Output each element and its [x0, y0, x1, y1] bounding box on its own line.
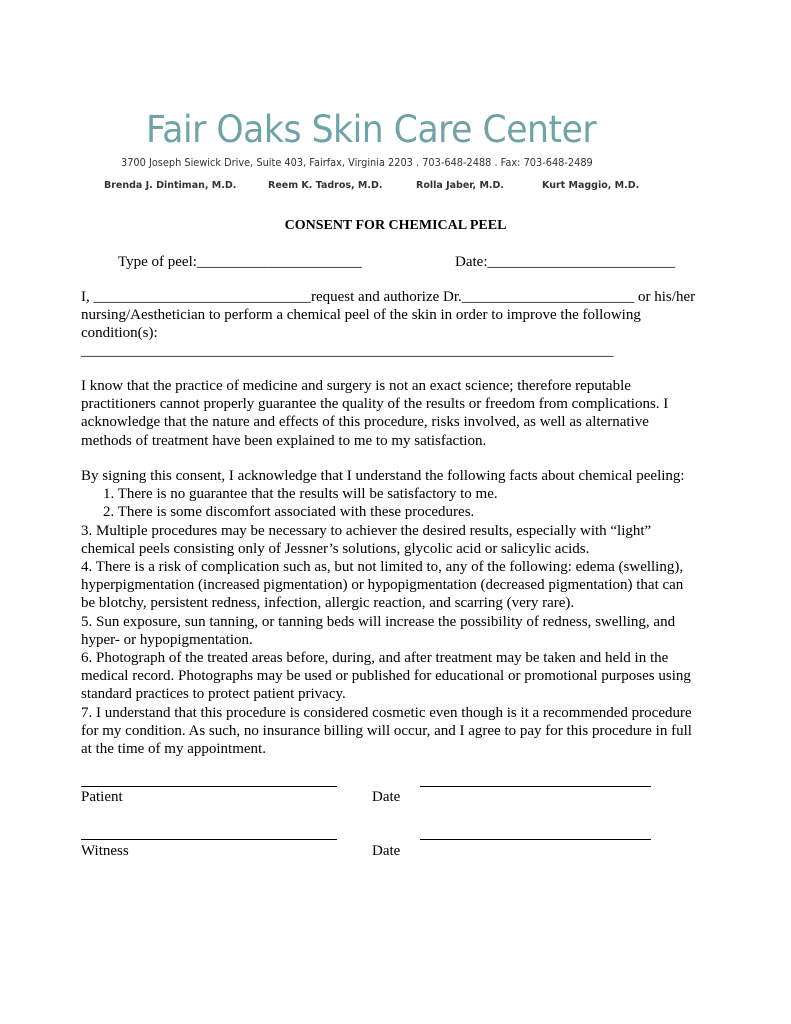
authorize-line[interactable]: I, _____________________________request and authorize Dr._______________________ or his/her — [81, 289, 696, 305]
witness-date-label: Date — [372, 843, 401, 859]
facts-section — [81, 467, 731, 758]
list-item: 7. I understand that this procedure is considered cosmetic even though is it a recommended procedure — [81, 704, 692, 721]
clinic-logo-title: Fair Oaks Skin Care Center — [146, 108, 597, 151]
doctor-name-4: Kurt Maggio, M.D. — [542, 180, 640, 191]
doctor-name-3: Rolla Jaber, M.D. — [416, 180, 505, 191]
list-item: 5. Sun exposure, sun tanning, or tanning beds will increase the possibility of redness, swelling, and — [81, 613, 676, 630]
conditions-blank-field[interactable]: _______________________________________________________________________ — [81, 343, 614, 359]
list-item: be blotchy, persistent redness, infection, allergic reaction, and scarring (very rare). — [81, 595, 575, 612]
patient-signature-line[interactable] — [81, 786, 337, 787]
list-item: medical record. Photographs may be used or published for educational or promotional purposes using — [81, 668, 691, 685]
form-title: CONSENT FOR CHEMICAL PEEL — [284, 218, 507, 233]
list-item: standard practices to protect patient privacy. — [81, 686, 346, 703]
type-of-peel-field[interactable]: Type of peel:______________________ — [118, 254, 362, 270]
list-item: hyper- or hypopigmentation. — [81, 631, 253, 648]
list-item: 6. Photograph of the treated areas before, during, and after treatment may be taken and held in the — [81, 650, 669, 667]
patient-label: Patient — [81, 789, 123, 805]
witness-date-line[interactable] — [420, 839, 651, 840]
list-item: at the time of my appointment. — [81, 741, 266, 758]
patient-date-line[interactable] — [420, 786, 651, 787]
paragraph-line: acknowledge that the nature and effects of this procedure, risks involved, as well as alternative — [81, 414, 649, 431]
list-item: 4. There is a risk of complication such as, but not limited to, any of the following: edema (swelling), — [81, 559, 684, 576]
facts-intro: By signing this consent, I acknowledge that I understand the following facts about chemical peeling: — [81, 468, 685, 484]
list-item: 3. Multiple procedures may be necessary to achiever the desired results, especially with “light” — [81, 522, 652, 539]
authorize-line-3: condition(s): — [81, 325, 158, 341]
witness-label: Witness — [81, 843, 129, 859]
paragraph-line: I know that the practice of medicine and surgery is not an exact science; therefore reputable — [81, 378, 631, 394]
doctor-name-2: Reem K. Tadros, M.D. — [268, 180, 383, 191]
list-item: 2. There is some discomfort associated with these procedures. — [103, 504, 475, 521]
doctor-name-1: Brenda J. Dintiman, M.D. — [104, 180, 237, 191]
patient-date-label: Date — [372, 789, 401, 805]
list-item: for my condition. As such, no insurance billing will occur, and I agree to pay for this procedure in full — [81, 722, 692, 739]
witness-signature-line[interactable] — [81, 839, 337, 840]
list-item: 1. There is no guarantee that the results will be satisfactory to me. — [103, 486, 498, 503]
list-item: chemical peels consisting only of Jessner’s solutions, glycolic acid or salicylic acids. — [81, 540, 590, 557]
authorize-line-2: nursing/Aesthetician to perform a chemical peel of the skin in order to improve the following — [81, 307, 641, 323]
paragraph-line: practitioners cannot properly guarantee the quality of the results or freedom from complications. I — [81, 396, 669, 413]
peel-date-field[interactable]: Date:_________________________ — [455, 254, 675, 270]
paragraph-line: methods of treatment have been explained to me to my satisfaction. — [81, 432, 487, 449]
science-paragraph — [81, 377, 731, 450]
list-item: hyperpigmentation (increased pigmentation) or hypopigmentation (decreased pigmentation) that can — [81, 577, 684, 594]
clinic-address: 3700 Joseph Siewick Drive, Suite 403, Fairfax, Virginia 2203 . 703-648-2488 . Fax: 703-648-2489 — [121, 157, 593, 169]
